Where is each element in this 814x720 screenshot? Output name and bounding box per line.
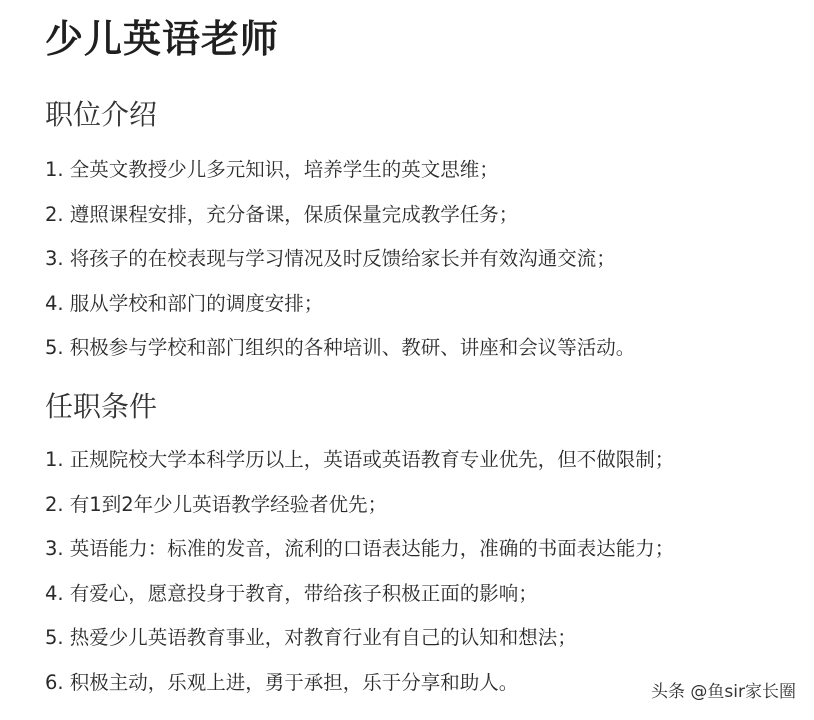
list-item: 2. 遵照课程安排，充分备课，保质保量完成教学任务；: [45, 202, 519, 226]
list-item: 4. 服从学校和部门的调度安排；: [45, 291, 324, 315]
list-item: 1. 全英文教授少儿多元知识，培养学生的英文思维；: [45, 158, 499, 181]
section-heading-requirements: 任职条件: [45, 390, 158, 423]
list-item: 3. 英语能力：标准的发音，流利的口语表达能力，准确的书面表达能力；: [45, 537, 675, 560]
list-item: 5. 热爱少儿英语教育事业，对教育行业有自己的认知和想法；: [45, 626, 577, 649]
watermark: 头条 @鱼sir家长圈: [651, 682, 796, 702]
section-heading-responsibilities: 职位介绍: [45, 98, 158, 131]
list-item: 1. 正规院校大学本科学历以上，英语或英语教育专业优先，但不做限制；: [45, 448, 675, 471]
list-item: 6. 积极主动，乐观上进，勇于承担，乐于分享和助人。: [45, 670, 519, 694]
requirements-list: [45, 447, 674, 714]
list-item: 3. 将孩子的在校表现与学习情况及时反馈给家长并有效沟通交流；: [45, 247, 616, 270]
list-item: 5. 积极参与学校和部门组织的各种培训、教研、讲座和会议等活动。: [45, 336, 636, 359]
responsibilities-list: [45, 157, 635, 380]
list-item: 4. 有爱心，愿意投身于教育，带给孩子积极正面的影响；: [45, 581, 538, 605]
list-item: 2. 有1到2年少儿英语教学经验者优先；: [45, 492, 388, 516]
job-title: 少儿英语老师: [45, 17, 280, 61]
